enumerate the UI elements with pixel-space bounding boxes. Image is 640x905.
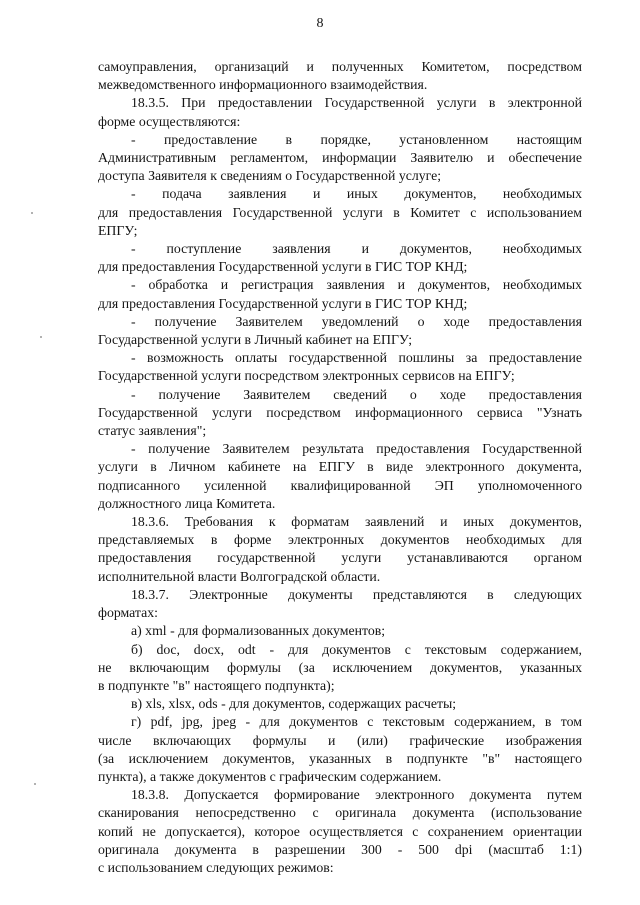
- text-line: оригинала документа в разрешении 300 - 500 dpi (масштаб 1:1): [98, 841, 582, 857]
- text-line: с использованием следующих режимов:: [98, 859, 334, 875]
- page-number: 8: [316, 16, 324, 31]
- scan-speck: [40, 336, 42, 338]
- paragraph-p-18-3-6: [98, 513, 582, 586]
- text-line: услуги в Личном кабинете на ЕПГУ в виде электронного документа,: [98, 459, 582, 475]
- text-line: Государственной услуги посредством информационного сервиса "Узнать: [98, 404, 582, 420]
- text-line: - получение Заявителем результата предоставления Государственной: [131, 441, 582, 457]
- text-line: сканирования непосредственно с оригинала документа (использование: [98, 805, 582, 821]
- text-line: Государственной услуги посредством электронных сервисов на ЕПГУ;: [98, 368, 515, 384]
- text-line: пункта), а также документов с графическим содержанием.: [98, 768, 442, 784]
- text-line: а) xml - для формализованных документов;: [131, 623, 386, 639]
- paragraph-fmt-a: [98, 622, 582, 640]
- paragraph-item-informing: [98, 131, 582, 186]
- text-line: ЕПГУ;: [98, 222, 138, 238]
- text-line: предоставления государственной услуги устанавливаются органом: [98, 550, 582, 566]
- paragraph-item-submission: [98, 185, 582, 240]
- text-line: 18.3.6. Требования к форматам заявлений и иных документов,: [131, 514, 582, 530]
- text-line: для предоставления Государственной услуги в ГИС ТОР КНД;: [98, 295, 468, 311]
- text-line: доступа Заявителя к сведениям о Государственной услуге;: [98, 168, 442, 184]
- text-line: г) pdf, jpg, jpeg - для документов с текстовым содержанием, в том: [131, 714, 582, 730]
- paragraph-fmt-b: [98, 641, 582, 696]
- text-line: межведомственного информационного взаимодействия.: [98, 77, 428, 93]
- paragraph-item-notifications: [98, 313, 582, 349]
- text-line: - подача заявления и иных документов, необходимых: [131, 186, 582, 202]
- text-line: (за исключением документов, указанных в подпункте "в" настоящего: [98, 750, 582, 766]
- paragraph-item-receipt: [98, 240, 582, 276]
- paragraph-item-processing: [98, 276, 582, 312]
- text-line: 18.3.8. Допускается формирование электронного документа путем: [131, 787, 582, 803]
- text-line: Государственной услуги в Личный кабинет на ЕПГУ;: [98, 332, 413, 348]
- text-line: в) xls, xlsx, ods - для документов, содержащих расчеты;: [131, 696, 457, 712]
- paragraph-p-18-3-8: [98, 786, 582, 877]
- text-line: 18.3.5. При предоставлении Государственной услуги в электронной: [131, 95, 582, 111]
- text-line: Административным регламентом, информации Заявителю и обеспечение: [98, 150, 582, 166]
- text-line: исполнительной власти Волгоградской области.: [98, 568, 381, 584]
- text-line: представляемых в форме электронных документов необходимых для: [98, 532, 582, 548]
- text-line: б) doc, docx, odt - для документов с текстовым содержанием,: [131, 641, 582, 657]
- paragraph-p-18-3-5: [98, 94, 582, 130]
- text-line: для предоставления Государственной услуги в ГИС ТОР КНД;: [98, 259, 468, 275]
- text-line: форматах:: [98, 605, 158, 621]
- text-line: статус заявления";: [98, 423, 207, 439]
- text-line: - предоставление в порядке, установленном настоящим: [131, 131, 582, 147]
- text-line: в подпункте "в" настоящего подпункта);: [98, 677, 335, 693]
- text-line: - обработка и регистрация заявления и документов, необходимых: [131, 277, 582, 293]
- paragraph-p-18-3-7: [98, 586, 582, 622]
- text-line: - получение Заявителем уведомлений о ходе предоставления: [131, 313, 582, 329]
- text-line: 18.3.7. Электронные документы представляются в следующих: [131, 586, 582, 602]
- text-line: самоуправления, организаций и полученных Комитетом, посредством: [98, 59, 582, 74]
- paragraph-item-payment: [98, 349, 582, 385]
- text-line: - возможность оплаты государственной пошлины за предоставление: [131, 350, 582, 366]
- text-line: подписанного усиленной квалифицированной ЭП уполномоченного: [98, 477, 582, 493]
- paragraph-fmt-v: [98, 695, 582, 713]
- paragraph-item-status: [98, 386, 582, 441]
- scan-speck: [31, 212, 33, 214]
- text-line: не включающим формулы (за исключением документов, указанных: [98, 659, 582, 675]
- text-line: должностного лица Комитета.: [98, 495, 276, 511]
- text-line: числе включающих формулы и (или) графические изображения: [98, 732, 582, 748]
- text-line: - получение Заявителем сведений о ходе предоставления: [131, 386, 582, 402]
- text-line: копий не допускается), которое осуществляется с сохранением ориентации: [98, 823, 582, 839]
- scan-speck: [34, 783, 36, 785]
- text-line: - поступление заявления и документов, необходимых: [131, 241, 582, 257]
- paragraph-fmt-g: [98, 713, 582, 786]
- document-body: [98, 58, 582, 877]
- text-line: форме осуществляются:: [98, 113, 241, 129]
- text-line: для предоставления Государственной услуги в Комитет с использованием: [98, 204, 582, 220]
- paragraph-cont-comittee: [98, 58, 582, 94]
- paragraph-item-result: [98, 440, 582, 513]
